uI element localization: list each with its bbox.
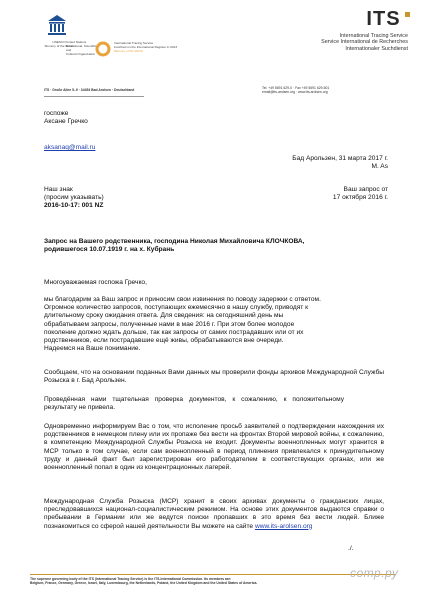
its-inscription-note (114, 41, 204, 53)
footer-note (30, 577, 402, 585)
our-reference (44, 186, 104, 211)
subject-line (44, 238, 394, 254)
its-name-en: International Tracing Service (339, 33, 408, 39)
its-inscription-line: Memory of the World (114, 49, 143, 53)
your-reference-label: Ваш запрос от (343, 186, 388, 193)
paragraph-delay (44, 296, 394, 353)
its-inscription-line: inscribed on the International Register in 2013 (114, 45, 178, 49)
its-wordmark: ITS (366, 8, 401, 30)
footer-line: The supreme governing body of the ITS (International Tracing Service) is the ITS-International Commission. Its members are: (30, 577, 232, 581)
unesco-logo (44, 12, 70, 43)
its-logo (330, 8, 410, 31)
recipient-block (44, 110, 88, 126)
paragraph-line: мы благодарим за Ваш запрос и приносим свои извинения по поводу задержки с ответом. (44, 296, 321, 303)
sender-address: ITS · Große Allee 5–9 · 34454 Bad Arolsen · Deutschland (44, 88, 135, 92)
subject-line-1: Запрос на Вашего родственника, господина Николая Михайловича КЛОЧКОВА, (44, 238, 305, 245)
sender-web: email@its-arolsen.org · www.its-arolsen.org (262, 90, 328, 95)
its-name-de: Internationaler Suchdienst (345, 45, 408, 52)
paragraph-line: поколение должно ждать дольше, так как запросы от самих пострадавших или от их (44, 328, 304, 336)
unesco-note-line: Cultural Organization (66, 52, 96, 56)
our-reference-hint: (просим указывать) (44, 194, 104, 202)
paragraph-archives-checked: Сообщаем, что на основании поданных Вами данных мы проверили фонды архивов Международной Службы Розыска в г. Бад Арользен. (44, 369, 384, 385)
paragraph-its-mission (44, 498, 384, 531)
unesco-caption-line: Memory of the World (44, 44, 74, 48)
header-divider (44, 96, 144, 97)
paragraph-negative-result: Проведённая нами тщательная проверка документов, к сожалению, к положительному результату не привела. (44, 396, 344, 412)
its-names (290, 33, 408, 52)
recipient-email-link[interactable]: aksanaq@mail.ru (44, 144, 96, 151)
memory-of-world-icon (94, 40, 112, 58)
footer-divider (30, 574, 396, 575)
paragraph-line: родственников, если пострадавшие ещё живы, обрабатываются вне очереди. (44, 337, 284, 345)
paragraph-line: Огромное количество запросов, поступающих ежемесячно в нашу службу, приводят к (44, 304, 309, 312)
recipient-salutation: госпоже (44, 110, 69, 117)
memory-of-world-logo (94, 40, 112, 58)
watermark: сотр.ру (350, 566, 399, 580)
unesco-caption-line: UNESCO (52, 40, 66, 44)
your-reference (260, 186, 388, 202)
subject-line-2: родившегося 10.07.1919 г. на х. Кубрань (44, 246, 175, 254)
paragraph-pow-competence: Одновременно информируем Вас о том, что исполение просьб заявителей о подтверждении нахождения их родственников в немецком плену или их пропаже без вести на фронтах Второй мировой войны, к сожалению, в компетенцию Международной Службы Розыска не входит. Документы военнопленных могут хранится в МСР только в том случае, если сам военнопленный в период плинения привлекался к принудительному труду и данный факт был зарегистрирован его работодателем в соответствующих органах, или же военнопленный попал в один из концентрационных лагерей. (44, 423, 384, 472)
sender-phone: Tel. +49 5691 629-0 · Fax +49 5691 629-501 (262, 86, 330, 90)
date-block (220, 155, 388, 171)
paragraph-line: длительному сроку ожидания ответа. Для сведения: на сегодняшний день мы (44, 312, 284, 320)
its-dot-icon (405, 12, 410, 17)
your-reference-value: 17 октября 2016 г. (332, 194, 388, 202)
place-date: Бад Арользен, 31 марта 2017 г. (292, 155, 388, 162)
our-reference-label: Наш знак (44, 186, 73, 193)
unesco-temple-icon (44, 12, 70, 38)
continuation-mark: ./. (348, 545, 354, 552)
paragraph-line: обрабатываем запросы, полученные нами в мае 2016 г. При этом более молодое (44, 320, 295, 328)
sender-contacts (262, 86, 412, 94)
greeting: Многоуважаемая госпожа Гречко, (44, 279, 147, 286)
our-reference-value: 2016-10-17: 001 NZ (44, 202, 104, 210)
recipient-name: Аксане Гречко (44, 118, 88, 126)
its-name-fr: Service International de Recherches (321, 39, 408, 46)
its-inscription-line: International Tracing Service (114, 41, 154, 45)
its-website-link[interactable]: www.its-arolsen.org (254, 522, 313, 530)
paragraph-line: Надеемся на Ваше понимание. (44, 345, 141, 353)
unesco-note-line: Educational, Scientific and (66, 44, 97, 52)
author-initials: M. As (371, 163, 388, 171)
footer-line: Belgium, France, Germany, Greece, Israel, Italy, Luxembourg, the Netherlands, Poland, the United Kingdom and the United States of America. (30, 581, 258, 586)
paragraph-its-mission-text: Международная Служба Розыска (МСР) хранит в своих архивах документы о гражданских лицах, преследовавшихся национал-социалистическим режимом. На основе этих документов выдаются справки о пребывании в Германии или же ведутся поиски пропавших в это время без вести людей. Ближе познакомиться со сферой нашей деятельности Вы можете на сайте (44, 498, 384, 530)
unesco-note-line: United Nations (66, 40, 87, 44)
